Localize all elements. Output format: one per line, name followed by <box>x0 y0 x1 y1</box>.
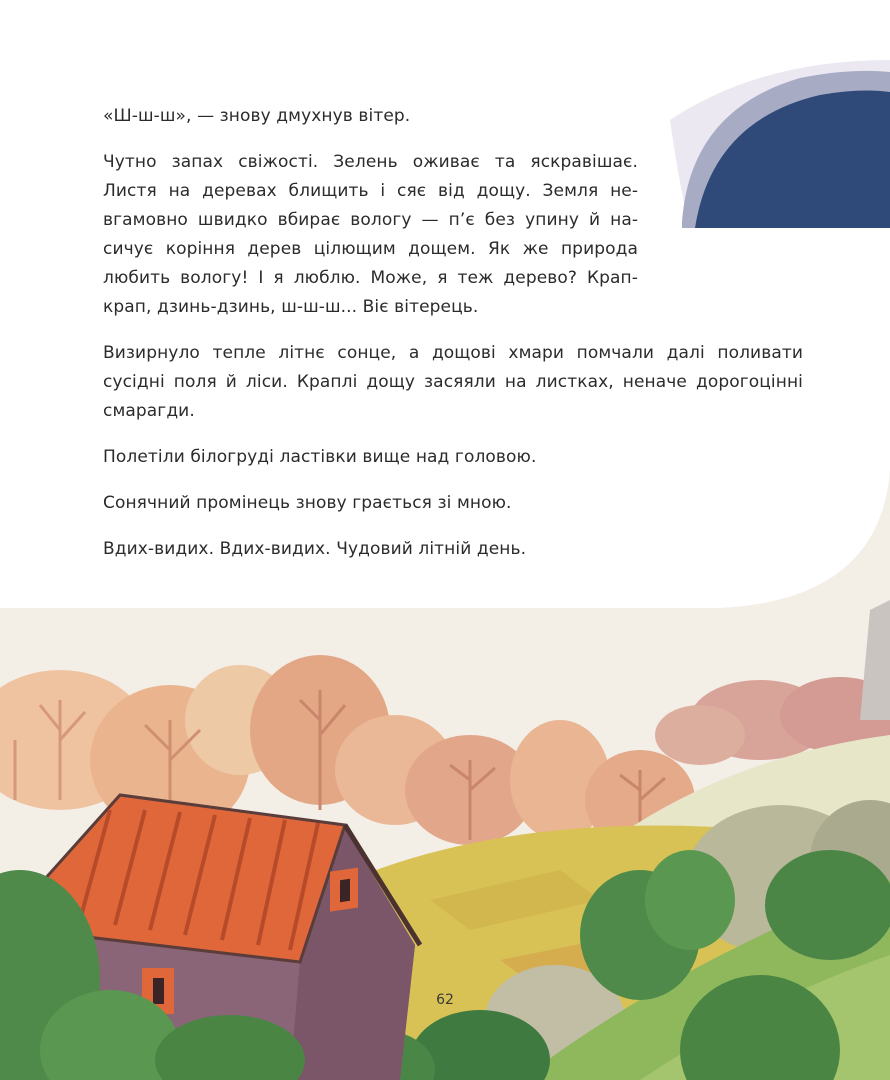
page-number: 62 <box>436 992 454 1008</box>
paragraph-6: Вдих-видих. Вдих-видих. Чудовий літній день. <box>103 539 527 559</box>
paragraph-2: Чутно запах свіжості. Зелень оживає та яскравішає. Листя на деревах блищить і сяє від дощу. Земля невгамовно швидко вбирає вологу — п’є без упину й насичує коріння дерев цілющим дощем. Як же природа любить вологу! І я люблю. Може, я теж дерево? Крап-крап, дзинь-дзинь, ш-ш-ш... Віє вітерець. <box>103 152 638 317</box>
story-text <box>103 102 803 581</box>
paragraph-3: Визирнуло тепле літнє сонце, а дощові хмари помчали далі поливати сусідні поля й ліси. Краплі дощу засяяли на листках, неначе дорогоцінні смарагди. <box>103 343 803 421</box>
paragraph-4: Полетіли білогруді ластівки вище над головою. <box>103 447 537 467</box>
paragraph-5: Сонячний промінець знову грається зі мною. <box>103 493 512 513</box>
paragraph-1: «Ш-ш-ш», — знову дмухнув вітер. <box>103 106 411 126</box>
